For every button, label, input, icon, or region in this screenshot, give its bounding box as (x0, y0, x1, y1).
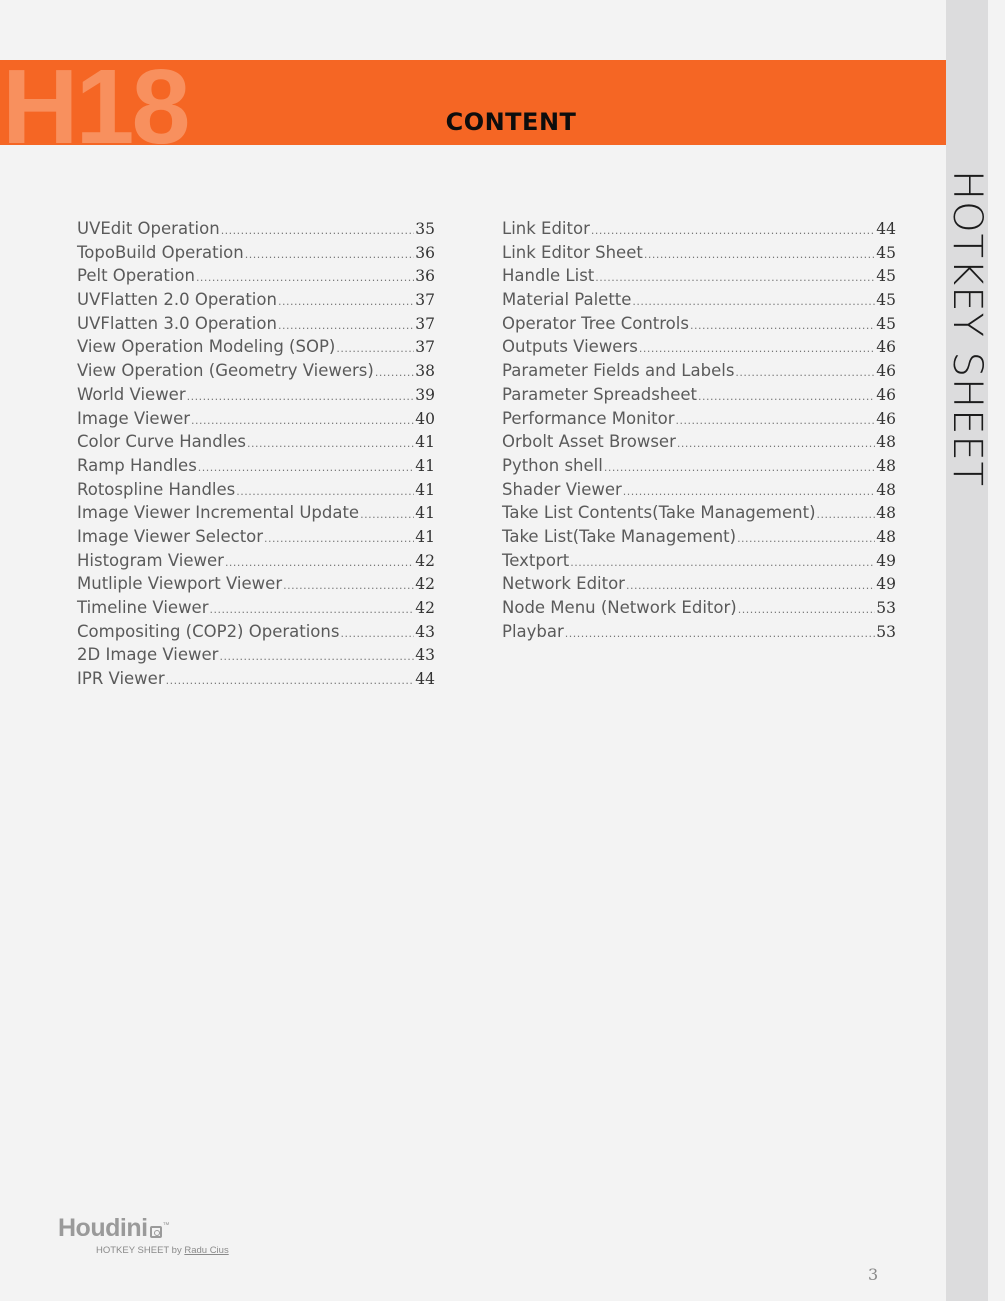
toc-entry[interactable] (502, 503, 896, 527)
credit-prefix: HOTKEY SHEET by (96, 1245, 185, 1256)
toc-entry-page: 44 (415, 670, 435, 689)
toc-entry[interactable] (502, 456, 896, 480)
toc-entry-page: 45 (876, 291, 896, 310)
toc-entry-title: Network Editor (502, 574, 625, 594)
toc-entry[interactable] (502, 622, 896, 646)
toc-entry-page: 42 (415, 599, 435, 617)
toc-dot-leader (191, 414, 414, 427)
toc-entry-title: Image Viewer Incremental Update (77, 503, 360, 523)
page-title: CONTENT (445, 108, 577, 136)
toc-entry-page: 35 (415, 220, 435, 238)
toc-entry[interactable] (77, 669, 435, 693)
toc-dot-leader (221, 224, 415, 237)
toc-dot-leader (817, 508, 876, 521)
toc-dot-leader (644, 248, 875, 261)
toc-entry[interactable] (77, 598, 435, 622)
toc-entry-title: Outputs Viewers (502, 337, 638, 357)
toc-entry-page: 43 (415, 622, 435, 641)
toc-entry-page: 46 (876, 362, 896, 381)
version-logo: H18 (2, 60, 188, 145)
toc-entry[interactable] (77, 409, 435, 433)
toc-dot-leader (336, 342, 414, 355)
toc-dot-leader (225, 556, 414, 569)
toc-entry-page: 40 (415, 409, 435, 428)
toc-dot-leader (676, 414, 876, 427)
toc-entry-page: 37 (415, 338, 435, 357)
toc-entry-title: UVFlatten 3.0 Operation (77, 313, 277, 333)
toc-entry[interactable] (77, 243, 435, 267)
toc-dot-leader (210, 603, 415, 616)
toc-dot-leader (278, 295, 414, 308)
toc-entry[interactable] (502, 574, 896, 598)
toc-entry[interactable] (77, 456, 435, 480)
toc-dot-leader (595, 271, 875, 284)
toc-entry[interactable] (502, 266, 896, 290)
toc-dot-leader (737, 532, 875, 545)
toc-entry-title: Parameter Fields and Labels (502, 361, 735, 381)
toc-entry-title: Compositing (COP2) Operations (77, 621, 340, 641)
side-label: HOTKEY SHEET (944, 170, 990, 488)
toc-entry-title: Image Viewer (77, 408, 191, 428)
toc-entry-title: Parameter Spreadsheet (502, 384, 698, 404)
toc-entry-page: 53 (876, 622, 896, 641)
toc-entry[interactable] (502, 432, 896, 456)
toc-dot-leader (677, 437, 875, 450)
toc-entry-page: 44 (876, 220, 896, 238)
toc-entry[interactable] (77, 266, 435, 290)
toc-entry-page: 43 (415, 646, 435, 665)
toc-entry-page: 37 (415, 291, 435, 310)
toc-entry[interactable] (77, 622, 435, 646)
toc-dot-leader (626, 579, 875, 592)
toc-dot-leader (375, 366, 414, 379)
toc-dot-leader (360, 508, 414, 521)
toc-entry-title: Python shell (502, 455, 603, 475)
toc-entry-page: 42 (415, 551, 435, 570)
toc-dot-leader (570, 556, 875, 569)
toc-entry-title: IPR Viewer (77, 669, 165, 689)
toc-entry-page: 48 (876, 456, 896, 475)
toc-dot-leader (604, 461, 875, 474)
toc-entry-title: Operator Tree Controls (502, 313, 689, 333)
toc-entry-page: 49 (876, 575, 896, 594)
toc-entry-title: UVEdit Operation (77, 219, 220, 238)
toc-entry-page: 48 (876, 433, 896, 452)
toc-entry[interactable] (77, 314, 435, 338)
toc-entry-title: Timeline Viewer (77, 598, 209, 617)
sidefx-mark-icon (150, 1226, 162, 1238)
toc-dot-leader (166, 674, 415, 687)
toc-entry[interactable] (77, 219, 435, 243)
toc-entry-page: 53 (876, 599, 896, 617)
toc-dot-leader (623, 485, 875, 498)
toc-dot-leader (187, 390, 415, 403)
header-banner (0, 60, 946, 145)
toc-entry[interactable] (502, 361, 896, 385)
toc-dot-leader (340, 627, 414, 640)
toc-entry[interactable] (502, 219, 896, 243)
toc-entry-title: Playbar (502, 621, 564, 641)
toc-entry-title: Ramp Handles (77, 455, 197, 475)
toc-entry-title: Take List Contents(Take Management) (502, 503, 816, 523)
toc-entry-page: 41 (415, 480, 435, 499)
toc-entry[interactable] (77, 574, 435, 598)
toc-entry-title: Orbolt Asset Browser (502, 432, 676, 452)
toc-entry-page: 48 (876, 504, 896, 523)
toc-entry-page: 46 (876, 409, 896, 428)
toc-entry-title: Mutliple Viewport Viewer (77, 574, 283, 594)
toc-entry-title: Performance Monitor (502, 408, 675, 428)
toc-entry[interactable] (77, 503, 435, 527)
toc-left-column (77, 219, 435, 693)
toc-dot-leader (219, 650, 414, 663)
toc-entry[interactable] (77, 290, 435, 314)
toc-entry-title: Node Menu (Network Editor) (502, 598, 737, 617)
toc-entry[interactable] (502, 480, 896, 504)
brand-name: Houdini (58, 1214, 148, 1242)
toc-entry-title: TopoBuild Operation (77, 242, 244, 262)
trademark-icon: ™ (162, 1222, 170, 1229)
toc-entry-page: 46 (876, 385, 896, 404)
toc-dot-leader (196, 271, 414, 284)
toc-entry-title: Link Editor (502, 219, 590, 238)
toc-dot-leader (632, 295, 875, 308)
toc-entry[interactable] (77, 385, 435, 409)
toc-entry-page: 38 (415, 362, 435, 381)
toc-entry-title: Histogram Viewer (77, 550, 224, 570)
toc-entry[interactable] (77, 645, 435, 669)
toc-dot-leader (639, 342, 875, 355)
toc-entry-page: 45 (876, 243, 896, 262)
toc-entry-page: 46 (876, 338, 896, 357)
toc-entry[interactable] (502, 243, 896, 267)
toc-entry-title: Link Editor Sheet (502, 242, 643, 262)
toc-entry[interactable] (77, 551, 435, 575)
toc-entry-page: 41 (415, 433, 435, 452)
toc-dot-leader (591, 224, 875, 237)
toc-entry[interactable] (77, 337, 435, 361)
toc-entry-page: 48 (876, 480, 896, 499)
toc-entry[interactable] (77, 432, 435, 456)
toc-entry-title: Handle List (502, 266, 595, 286)
toc-entry-page: 41 (415, 504, 435, 523)
toc-dot-leader (264, 532, 414, 545)
toc-dot-leader (565, 627, 875, 640)
toc-dot-leader (198, 461, 414, 474)
toc-entry-title: Image Viewer Selector (77, 526, 264, 546)
toc-entry[interactable] (502, 385, 896, 409)
toc-entry[interactable] (502, 337, 896, 361)
toc-dot-leader (278, 319, 414, 332)
toc-entry-title: Textport (502, 550, 570, 570)
toc-entry-page: 36 (415, 267, 435, 286)
toc-entry[interactable] (77, 361, 435, 385)
toc-entry-title: World Viewer (77, 384, 186, 404)
toc-entry[interactable] (502, 551, 896, 575)
toc-entry-title: Shader Viewer (502, 479, 622, 499)
footer-credit (96, 1245, 229, 1256)
toc-entry[interactable] (502, 527, 896, 551)
toc-entry-title: 2D Image Viewer (77, 645, 219, 665)
toc-entry[interactable] (502, 409, 896, 433)
houdini-logo (58, 1214, 169, 1243)
toc-entry-title: View Operation Modeling (SOP) (77, 337, 336, 357)
toc-entry-title: Pelt Operation (77, 266, 195, 286)
toc-entry-page: 37 (415, 314, 435, 333)
toc-dot-leader (236, 485, 414, 498)
toc-entry-page: 41 (415, 456, 435, 475)
toc-entry-title: Material Palette (502, 290, 632, 310)
toc-entry[interactable] (77, 480, 435, 504)
toc-entry[interactable] (502, 314, 896, 338)
toc-dot-leader (247, 437, 414, 450)
toc-entry-page: 42 (415, 575, 435, 594)
toc-dot-leader (738, 603, 876, 616)
toc-entry-title: Take List(Take Management) (502, 526, 737, 546)
toc-entry-title: UVFlatten 2.0 Operation (77, 290, 277, 310)
toc-dot-leader (245, 248, 415, 261)
toc-entry-title: Color Curve Handles (77, 432, 247, 452)
toc-entry[interactable] (77, 527, 435, 551)
toc-entry-page: 41 (415, 527, 435, 546)
toc-entry-page: 49 (876, 551, 896, 570)
toc-dot-leader (283, 579, 414, 592)
toc-dot-leader (690, 319, 875, 332)
toc-entry-title: View Operation (Geometry Viewers) (77, 361, 374, 381)
toc-right-column (502, 219, 896, 645)
page-number: 3 (868, 1265, 879, 1284)
toc-entry-page: 36 (415, 243, 435, 262)
toc-dot-leader (698, 390, 875, 403)
toc-entry-page: 45 (876, 267, 896, 286)
author-link[interactable]: Radu Cius (184, 1245, 229, 1256)
toc-entry[interactable] (502, 290, 896, 314)
toc-entry-page: 39 (415, 385, 435, 404)
toc-entry-title: Rotospline Handles (77, 479, 236, 499)
toc-entry-page: 45 (876, 314, 896, 333)
toc-entry-page: 48 (876, 527, 896, 546)
toc-dot-leader (735, 366, 875, 379)
toc-entry[interactable] (502, 598, 896, 622)
